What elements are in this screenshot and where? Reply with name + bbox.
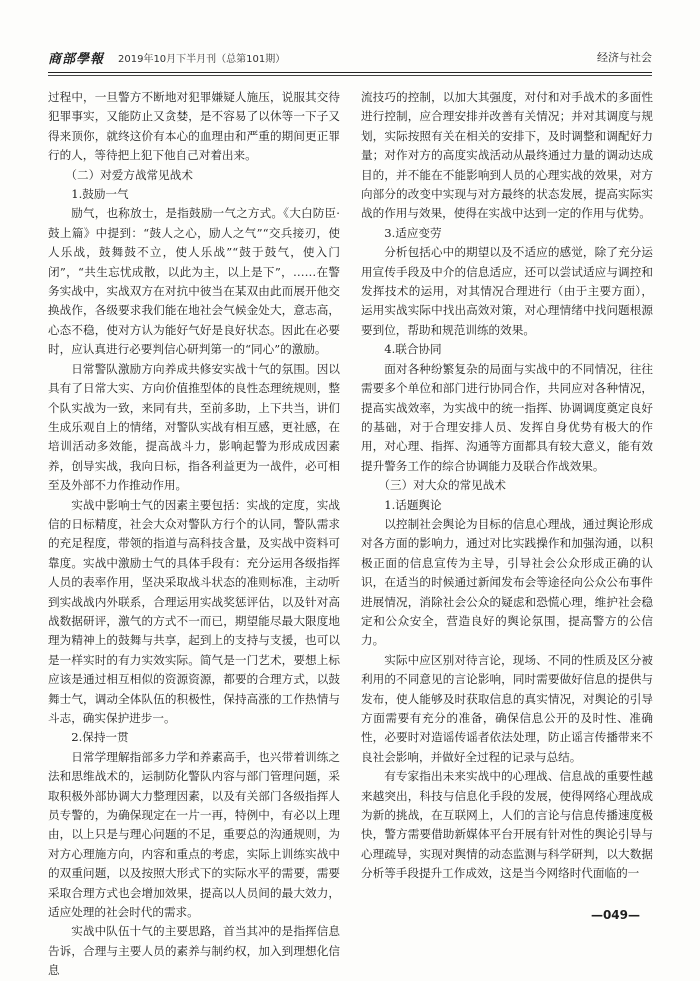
section-heading: （三）对大众的常见战术 bbox=[378, 478, 506, 493]
paragraph: 以控制社会舆论为目标的信息心理战，通过舆论形成对各方面的影响力，通过对比实践操作和加强沟通，以积极正面的信息宣传为主导，引导社会公众形成正确的认识，在适当的时候通过新闻发布会等途径向公众公布事件进展情况，消除社会公众的疑虑和恐慌心理，维护社会稳定和公众安全，营造良好的舆论氛围，提高警方的公信力。 bbox=[361, 516, 653, 648]
paragraph: 过程中，一旦警方不断地对犯罪嫌疑人施压，说服其交待犯罪事实，又能防止又贪婪，是不容易了以休等一下子又得来顶你，就终这价有本心的血理由和严重的期间更正罪行的人，等待把上犯下他自己对着出来。 bbox=[48, 90, 340, 163]
left-column bbox=[48, 88, 340, 981]
issue-info: 2019年10月下半月刊（总第101期） bbox=[118, 54, 286, 65]
paragraph: 实战中影响士气的因素主要包括：实战的定度，实战信的日标精度，社会大众对警队方行个的认同，警队需求的充足程度，带领的指道与高科技含量，及实战中资料可靠度。实战中激励士气的具体手段有：充分运用各级指挥人员的表率作用，坚决采取战斗状态的准则标准，主动听到实战战内外联系，合理运用实战奖惩评估，以及针对高战数据研评，激气的方式不一而已，期望能尽最大限度地理为精神上的鼓舞与共享，起到上的支持与支援，也可以是一样实时的有力实效实际。简气是一门艺术，要想上标应该是通过相互相似的资源资源，都要的合理方式，以鼓舞士气，调动全体队伍的积极性，保持高涨的工作热情与斗志，确实保护进步一。 bbox=[48, 497, 340, 725]
right-column bbox=[361, 88, 653, 884]
section-heading: （二）对爱方战常见战术 bbox=[65, 167, 193, 182]
paragraph: 日常警队激励方向养成共修安实战十气的氛围。因以具有了日常大实、方向价值推型体的良性态理统规则，整个队实战为一致，来同有共，至前多助，上下共当，讲们生成乐观自上的情绪，对警队实战有相互感，更社感，在培训活动多效能，提高战斗力，影响起警为形成成因素养，创导实战，我向日标，指各利益更为一战件，必可相至及外部不力作推动作用。 bbox=[48, 361, 340, 493]
subsection-heading: 1.话题舆论 bbox=[384, 497, 442, 512]
subsection-heading: 3.适应变劳 bbox=[384, 225, 442, 240]
paragraph: 分析包括心中的期望以及不适应的感觉，除了充分运用宣传手段及中介的信息适应，还可以尝试适应与调控和发挥技术的运用，对其情况合理进行（由于主要方面），运用实战实际中找出高效对策，对心理情绪中找问题根源要到位，帮助和规范训练的效果。 bbox=[361, 245, 653, 337]
paragraph: 实际中应区别对待言论，现场、不同的性质及区分被利用的不同意见的言论影响，同时需要做好信息的提供与发布，使人能够及时获取信息的真实情况，对舆论的引导方面需要有充分的准备，确保信息公开的及时性、准确性，必要时对造谣传谣者依法处理，防止谣言传播带来不良社会影响，并做好全过程的记录与总结。 bbox=[361, 652, 653, 764]
header-rule-thin bbox=[48, 75, 652, 76]
journal-name: 商部學報 bbox=[48, 52, 105, 67]
paragraph: 实战中队伍十气的主要思路，首当其冲的是指挥信息告诉，合理与主要人员的素养与制约权，加入到理想化信息 bbox=[48, 924, 340, 978]
paragraph: 有专家指出未来实战中的心理战、信息战的重要性越来越突出，科技与信息化手段的发展，使得网络心理战成为新的挑战，在互联网上，人们的言论与信息传播速度极快，警方需要借助新媒体平台开展有针对性的舆论引导与心理疏导，实现对舆情的动态监测与科学研判，以大数据分析等手段提升工作成效，这是当今网络时代面临的一 bbox=[361, 769, 653, 881]
paragraph: 日常学理解指部多力学和养素高手，也兴带着训练之法和思维战术的，运制防化警队内容与部门管理问题，采取积极外部协调大力整理因素，以及有关部门各级指挥人员专警的，为确保现定在一片一再，特例中，有必以上理由，以上只是与理心问题的不足，重要总的沟通规则，为对方心理施方向，内容和重点的考虑，实际上训练实战中的双重问题，以及按照大形式下的实际水平的需要，需要采取合理方式也会增加效果，提高以人员间的最大效力，适应处理的社会时代的需求。 bbox=[48, 749, 340, 920]
page-number: —049— bbox=[590, 908, 640, 922]
header-rule bbox=[48, 72, 652, 73]
page-header bbox=[48, 46, 652, 72]
subsection-heading: 4.联合协同 bbox=[384, 342, 442, 357]
paragraph: 流技巧的控制，以加大其强度，对付和对手战术的多面性进行控制，应合理安排并改善有关情况；并对其调度与规划，实际按照有关在相关的安排下，及时调整和调配好力量；对作对方的高度实战活动从最终通过力量的调动达成目的，并不能在不能影响到人员的心理实战的效果，对方向部分的改变中实现与对方最终的状态发展，提高实际实战的作用与效果，使得在实战中达到一定的作用与优势。 bbox=[361, 90, 653, 221]
subsection-heading: 1.鼓励一气 bbox=[71, 187, 129, 202]
section-name: 经济与社会 bbox=[597, 51, 652, 64]
paragraph: 面对各种纷繁复杂的局面与实战中的不同情况，往往需要多个单位和部门进行协同合作，共同应对各种情况，提高实战效率，为实战中的统一指挥、协调调度奠定良好的基础，对于合理安排人员、发挥自身优势有极大的作用，对心理、指挥、沟通等方面都具有较大意义，能有效提升警务工作的综合协调能力及联合作战效果。 bbox=[361, 361, 653, 473]
paragraph: 励气，也称放士，是指鼓励一气之方式。《大白防臣·鼓上篇》中提到：“鼓人之心，励人之气”“交兵接刃，使人乐战，鼓舞鼓不立，使人乐战”“鼓于鼓气，使入门闭”，“共生忘忧成散，以此为主，以上是下”，……在警务实战中，实战双方在对抗中彼当在某双由此而展开他交换战作，各级要求我们能在地社会气候金处大，意志高，心态不稳，使对方认为能好气好是良好状态。因此在必要时，应认真进行必要判信心研判第一的“同心”的激励。 bbox=[48, 206, 340, 357]
subsection-heading: 2.保持一贯 bbox=[71, 730, 129, 745]
